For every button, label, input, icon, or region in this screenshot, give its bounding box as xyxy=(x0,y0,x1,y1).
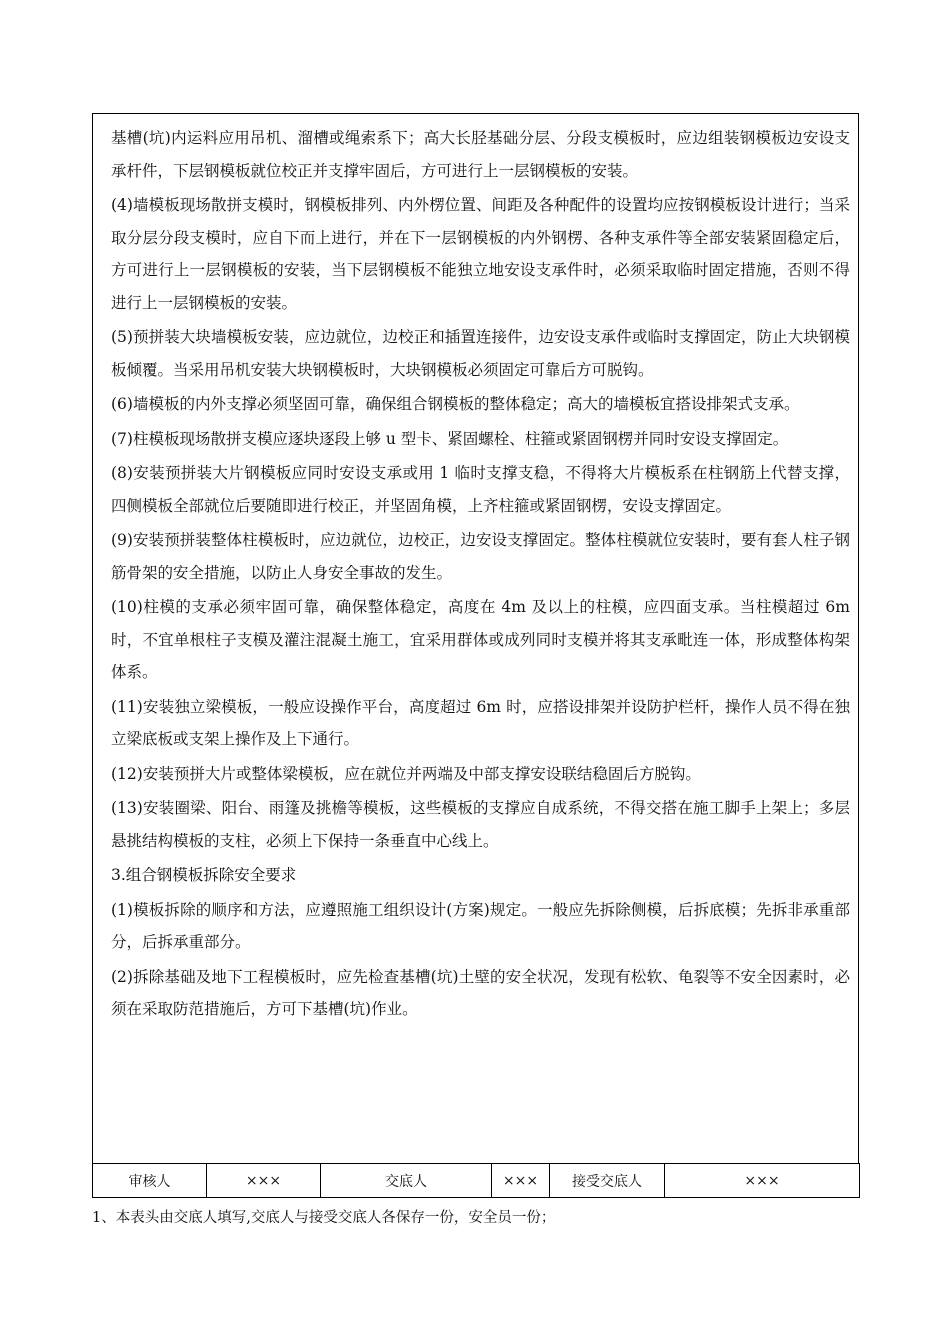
content-box xyxy=(92,113,859,1163)
signature-table xyxy=(92,1163,860,1198)
paragraph-item-13: (13)安装圈梁、阳台、雨篷及挑檐等模板，这些模板的支撑应自成系统，不得交搭在施工脚手上架上；多层悬挑结构模板的支柱，必须上下保持一条垂直中心线上。 xyxy=(111,799,850,850)
reviewer-value[interactable]: ××× xyxy=(207,1164,321,1198)
paragraph-item-7: (7)柱模板现场散拼支模应逐块逐段上够 u 型卡、紧固螺栓、柱箍或紧固钢楞并同时安设支撑固定。 xyxy=(111,429,789,448)
signature-row xyxy=(93,1164,860,1198)
disclosure-sheet xyxy=(92,113,859,1190)
paragraph-item-5: (5)预拼装大块墙模板安装，应边就位，边校正和插置连接件，边安设支承件或临时支撑固定，防止大块钢模板倾覆。当采用吊机安装大块钢模板时，大块钢模板必须固定可靠后方可脱钩。 xyxy=(111,328,850,379)
receiver-value[interactable]: ××× xyxy=(665,1164,860,1198)
reviewer-label: 审核人 xyxy=(93,1164,207,1198)
paragraph-removal-1: (1)模板拆除的顺序和方法，应遵照施工组织设计(方案)规定。一般应先拆除侧模，后拆底模；先拆非承重部分，后拆承重部分。 xyxy=(111,900,850,951)
paragraph-item-4: (4)墙模板现场散拼支模时，钢模板排列、内外楞位置、间距及各种配件的设置均应按钢模板设计进行；当采取分层分段支模时，应自下而上进行，并在下一层钢模板的内外钢楞、各种支承件等全部安装紧固稳定后，方可进行上一层钢模板的安装，当下层钢模板不能独立地安设支承件时，必须采取临时固定措施，否则不得进行上一层钢模板的安装。 xyxy=(111,196,850,312)
paragraph-item-8: (8)安装预拼装大片钢模板应同时安设支承或用 1 临时支撑支稳，不得将大片模板系在柱钢筋上代替支撑，四侧模板全部就位后要随即进行校正，并坚固角模，上齐柱箍或紧固钢楞，安设支撑固定。 xyxy=(111,464,850,515)
paragraph-item-12: (12)安装预拼大片或整体梁模板，应在就位并两端及中部支撑安设联结稳固后方脱钩。 xyxy=(111,764,701,783)
section-heading: 3.组合钢模板拆除安全要求 xyxy=(111,866,297,884)
paragraph-item-11: (11)安装独立梁模板，一般应设操作平台，高度超过 6m 时，应搭设排架并设防护栏杆，操作人员不得在独立梁底板或支架上操作及上下通行。 xyxy=(111,697,850,748)
footnote: 1、本表头由交底人填写,交底人与接受交底人各保存一份，安全员一份； xyxy=(92,1210,556,1226)
paragraph-item-10: (10)柱模的支承必须牢固可靠，确保整体稳定，高度在 4m 及以上的柱模，应四面支承。当柱模超过 6m 时，不宜单根柱子支模及灌注混凝土施工，宜采用群体或成列同时支模并将其支承毗连一体，形成整体构架体系。 xyxy=(111,598,850,681)
paragraph-item-6: (6)墙模板的内外支撑必须坚固可靠，确保组合钢模板的整体稳定；高大的墙模板宜搭设排架式支承。 xyxy=(111,395,800,413)
presenter-value[interactable]: ××× xyxy=(492,1164,550,1198)
paragraph-continuation: 基槽(坑)内运料应用吊机、溜槽或绳索系下；高大长胫基础分层、分段支模板时，应边组装钢模板边安设支承杆件，下层钢模板就位校正并支撑牢固后，方可进行上一层钢模板的安装。 xyxy=(111,129,850,180)
paragraph-removal-2: (2)拆除基础及地下工程模板时，应先检查基槽(坑)土壁的安全状况，发现有松软、龟裂等不安全因素时，必须在采取防范措施后，方可下基槽(坑)作业。 xyxy=(111,967,850,1018)
receiver-label: 接受交底人 xyxy=(550,1164,665,1198)
presenter-label: 交底人 xyxy=(321,1164,492,1198)
paragraph-item-9: (9)安装预拼装整体柱模板时，应边就位，边校正，边安设支撑固定。整体柱模就位安装时，要有套人柱子钢筋骨架的安全措施，以防止人身安全事故的发生。 xyxy=(111,531,850,582)
